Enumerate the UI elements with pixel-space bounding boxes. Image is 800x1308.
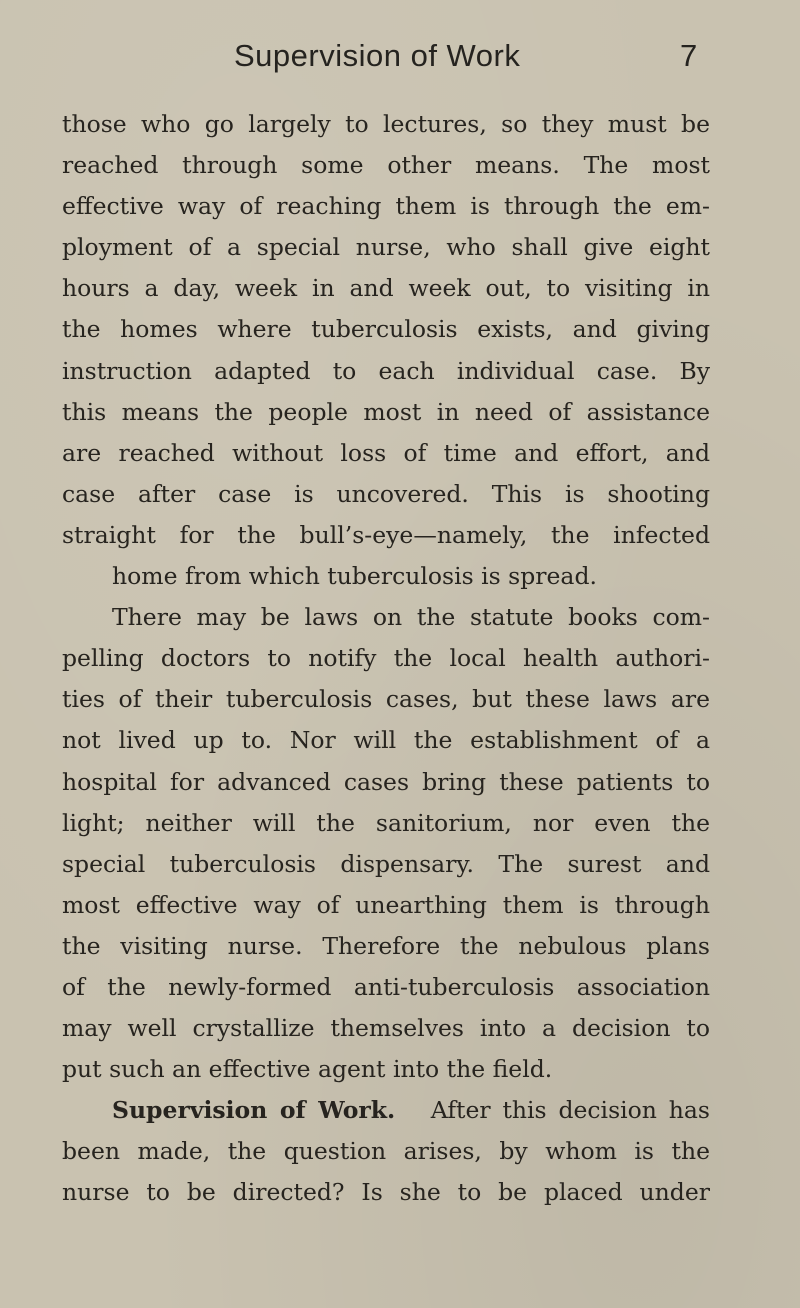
- text-line: those who go largely to lectures, so they must be: [62, 110, 710, 138]
- page-number: 7: [680, 38, 698, 73]
- text-line: this means the people most in need of assistance: [62, 397, 710, 426]
- text-line: special tuberculosis dispensary. The surest and: [62, 849, 710, 878]
- section-heading: Supervision of Work.: [112, 1096, 396, 1125]
- text-line: most effective way of unearthing them is through: [62, 890, 710, 919]
- text-line: the homes where tuberculosis exists, and giving: [62, 315, 710, 344]
- text-line: instruction adapted to each individual case. By: [62, 356, 710, 385]
- text-line: ties of their tuberculosis cases, but these laws are: [62, 685, 710, 714]
- text-line: There may be laws on the statute books com-: [112, 603, 710, 632]
- text-line: ployment of a special nurse, who shall give eight: [62, 233, 710, 262]
- text-line: pelling doctors to notify the local health authori-: [62, 644, 710, 673]
- text-line-with-heading: [62, 1090, 710, 1131]
- text-line: effective way of reaching them is through the em-: [62, 192, 710, 221]
- body-text: [62, 104, 710, 1214]
- paragraph-1: [62, 104, 710, 597]
- text-line: nurse to be directed? Is she to be placed under: [62, 1178, 710, 1207]
- text-line: light; neither will the sanitorium, nor even the: [62, 808, 710, 837]
- running-head: [0, 34, 800, 78]
- paragraph-3: [62, 1090, 710, 1213]
- text-line: put such an effective agent into the field.: [62, 1055, 553, 1084]
- text-line: been made, the question arises, by whom is the: [62, 1137, 710, 1166]
- paragraph-2: [62, 597, 710, 1090]
- text-line: not lived up to. Nor will the establishment of a: [62, 726, 710, 755]
- heading-line-text: After this decision has: [430, 1096, 710, 1125]
- text-line: of the newly-formed anti-tuberculosis association: [62, 972, 710, 1001]
- text-line: straight for the bull’s-eye—namely, the infected: [62, 520, 710, 549]
- text-line: are reached without loss of time and effort, and: [62, 438, 710, 467]
- text-line: the visiting nurse. Therefore the nebulous plans: [62, 931, 710, 960]
- running-title: Supervision of Work: [234, 38, 521, 73]
- text-line: may well crystallize themselves into a decision to: [62, 1014, 710, 1043]
- text-line: hours a day, week in and week out, to visiting in: [62, 274, 710, 303]
- text-line: case after case is uncovered. This is shooting: [62, 479, 710, 508]
- text-line: home from which tuberculosis is spread.: [112, 562, 597, 591]
- text-line: reached through some other means. The most: [62, 151, 710, 180]
- text-line: hospital for advanced cases bring these patients to: [62, 767, 710, 796]
